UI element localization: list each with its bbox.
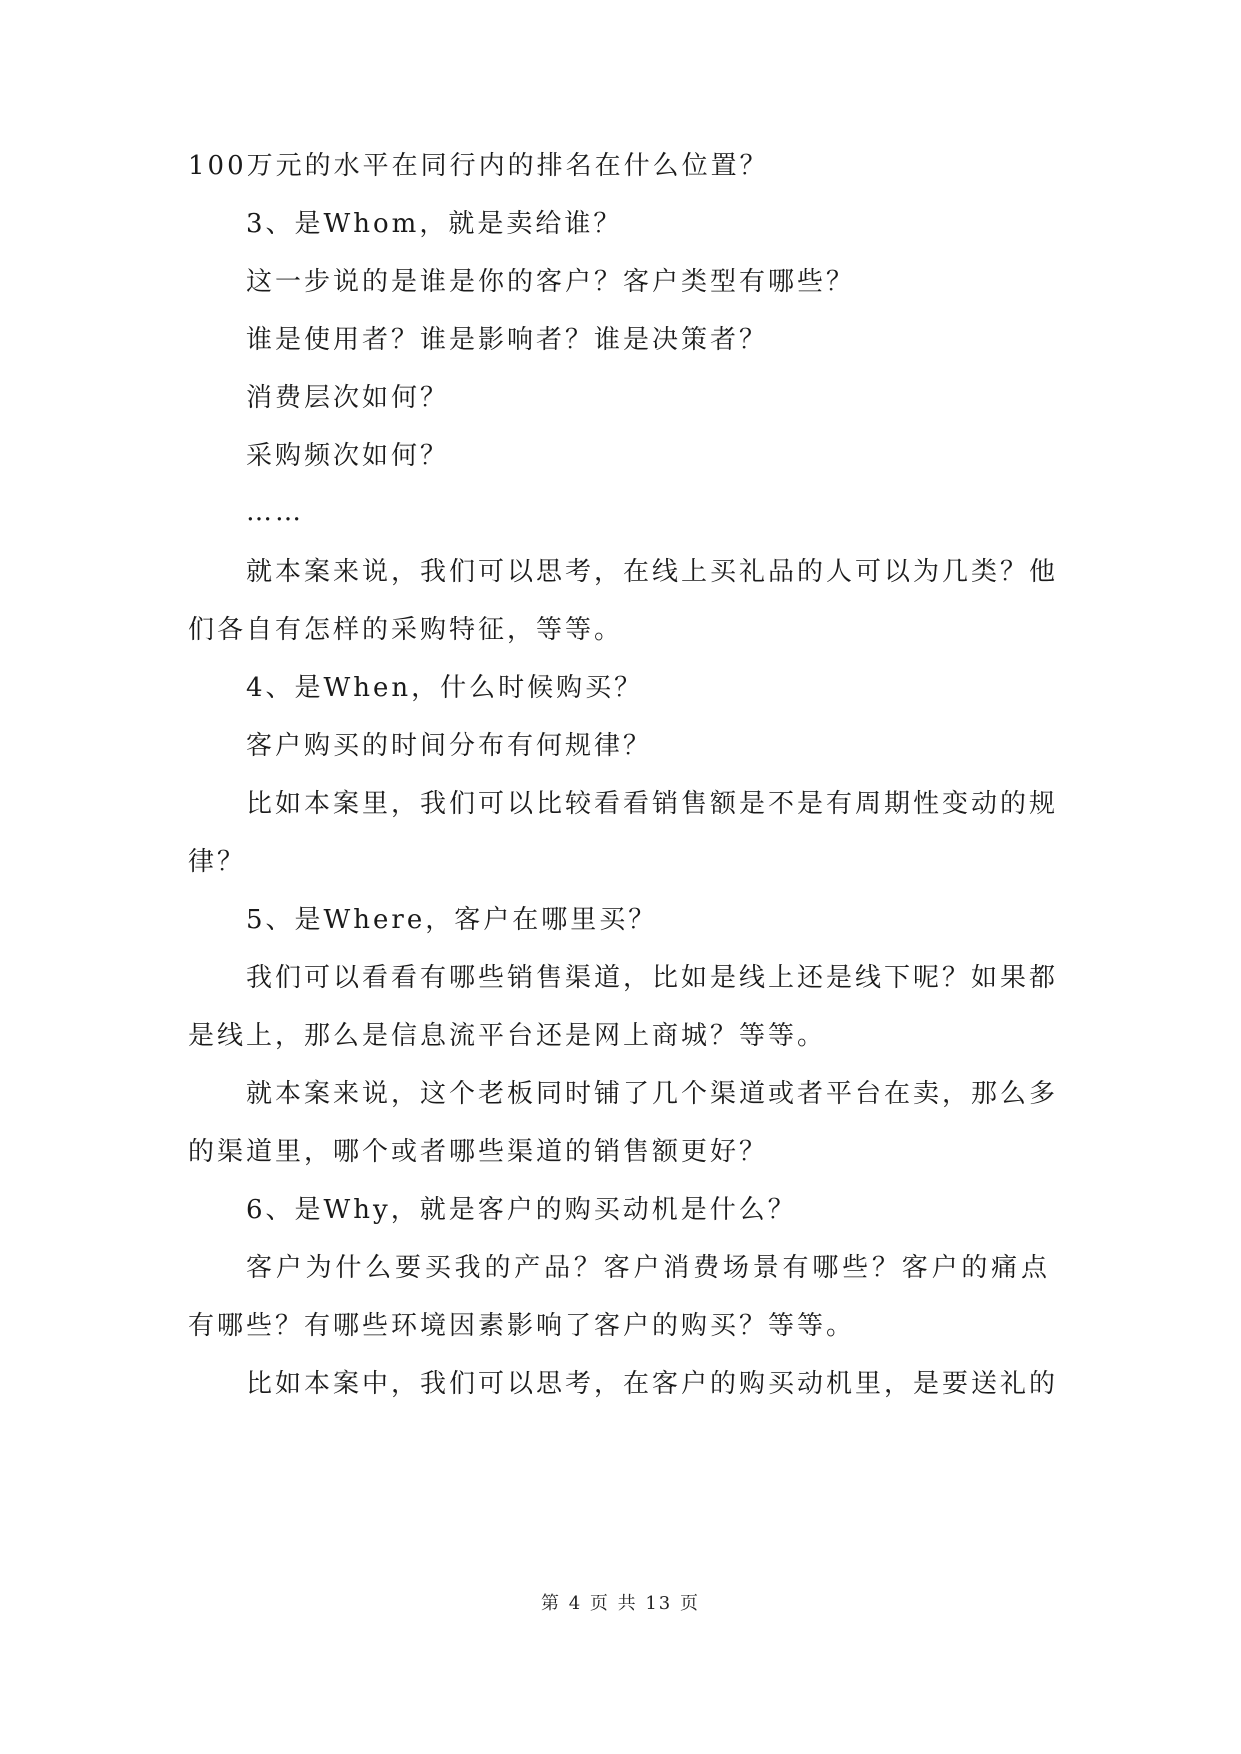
paragraph-line: 客户为什么要买我的产品？客户消费场景有哪些？客户的痛点 [246, 1253, 1050, 1283]
paragraph-line: 有哪些？有哪些环境因素影响了客户的购买？等等。 [188, 1311, 856, 1341]
paragraph-line: 们各自有怎样的采购特征，等等。 [188, 615, 624, 645]
paragraph-line: 律？ [188, 847, 247, 877]
section-heading-when: 4、是When，什么时候购买？ [246, 673, 644, 703]
section-heading-why: 6、是Why，就是客户的购买动机是什么？ [246, 1195, 797, 1225]
paragraph-line: 是线上，那么是信息流平台还是网上商城？等等。 [188, 1021, 827, 1051]
paragraph-line: 100万元的水平在同行内的排名在什么位置？ [188, 151, 769, 181]
ellipsis-line: …… [246, 497, 304, 527]
paragraph-line: 采购频次如何？ [246, 441, 450, 471]
paragraph-line: 消费层次如何？ [246, 383, 450, 413]
section-heading-where: 5、是Where，客户在哪里买？ [246, 905, 658, 935]
paragraph-line: 这一步说的是谁是你的客户？客户类型有哪些？ [246, 267, 856, 297]
paragraph-line: 的渠道里，哪个或者哪些渠道的销售额更好？ [188, 1137, 769, 1167]
paragraph-line: 就本案来说，我们可以思考，在线上买礼品的人可以为几类？他 [246, 557, 1059, 587]
paragraph-line: 比如本案里，我们可以比较看看销售额是不是有周期性变动的规 [246, 789, 1059, 819]
paragraph-line: 谁是使用者？谁是影响者？谁是决策者？ [246, 325, 769, 355]
paragraph-line: 客户购买的时间分布有何规律？ [246, 731, 653, 761]
page-number-footer: 第 4 页 共 13 页 [541, 1593, 700, 1614]
paragraph-line: 我们可以看看有哪些销售渠道，比如是线上还是线下呢？如果都 [246, 963, 1059, 993]
paragraph-line: 就本案来说，这个老板同时铺了几个渠道或者平台在卖，那么多 [246, 1079, 1059, 1109]
paragraph-line: 比如本案中，我们可以思考，在客户的购买动机里，是要送礼的 [246, 1369, 1059, 1399]
section-heading-whom: 3、是Whom，就是卖给谁？ [246, 209, 623, 239]
